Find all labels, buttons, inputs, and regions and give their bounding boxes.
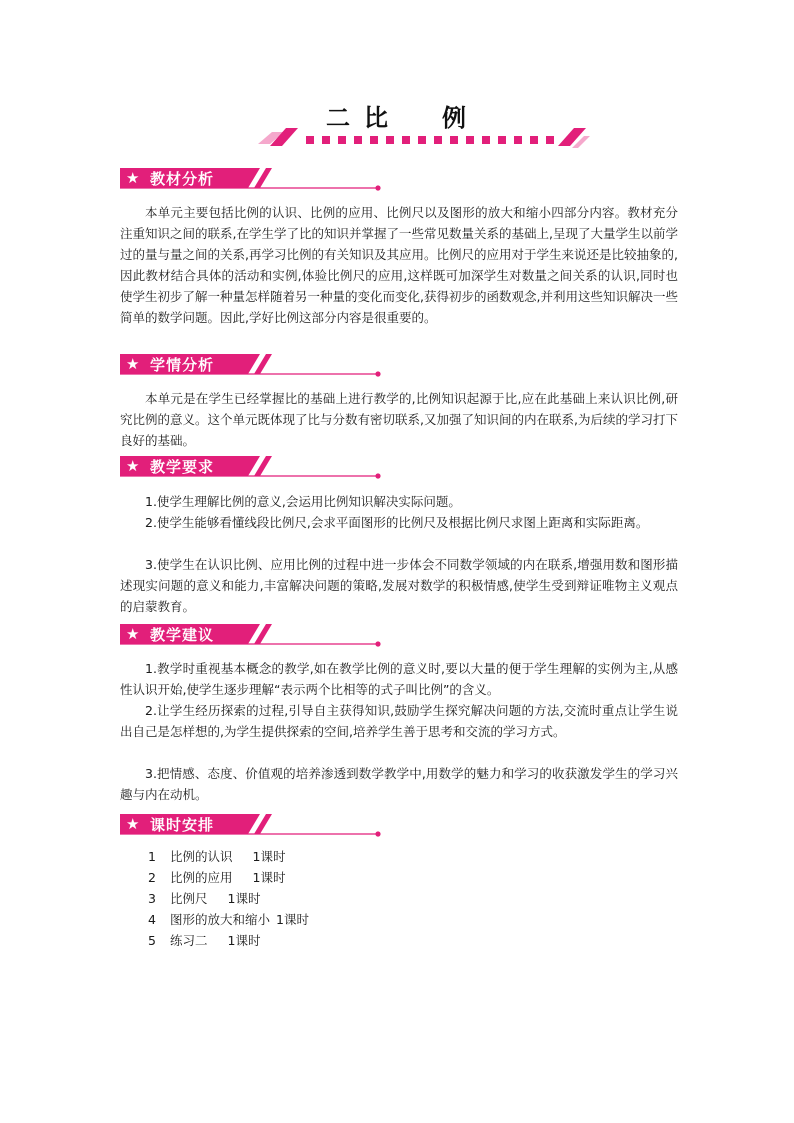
section-title: 教学建议 xyxy=(150,626,215,644)
list-item: 4 图形的放大和缩小 1课时 xyxy=(148,912,309,927)
section-header-keshi xyxy=(120,814,382,838)
title-decoration xyxy=(258,124,590,152)
section-header-jianyi xyxy=(120,624,382,648)
list-item: 5 练习二 1课时 xyxy=(148,933,261,948)
section-header-xueqing xyxy=(120,354,382,378)
section-title: 教学要求 xyxy=(150,458,215,476)
list-item: 3 比例尺 1课时 xyxy=(148,891,261,906)
title-char-3: 例 xyxy=(442,104,468,132)
star-icon: ★ xyxy=(126,355,140,373)
title-char-2: 比 xyxy=(364,104,390,132)
paragraph-yaoqiu-2: 2.使学生能够看懂线段比例尺,会求平面图形的比例尺及根据比例尺求图上距离和实际距离。 xyxy=(145,515,649,530)
list-item: 1 比例的认识 1课时 xyxy=(148,849,286,864)
section-header-jiaocai xyxy=(120,168,382,192)
star-icon: ★ xyxy=(126,169,140,187)
paragraph-jianyi-1: 1.教学时重视基本概念的教学,如在教学比例的意义时,要以大量的便于学生理解的实例为主,从感性认识开始,使学生逐步理解“表示两个比相等的式子叫比例”的含义。 xyxy=(120,661,678,697)
star-icon: ★ xyxy=(126,457,140,475)
section-title: 教材分析 xyxy=(150,170,215,188)
paragraph-jianyi-3: 3.把情感、态度、价值观的培养渗透到数学教学中,用数学的魅力和学习的收获激发学生的学习兴趣与内在动机。 xyxy=(120,766,678,802)
paragraph-jiaocai: 本单元主要包括比例的认识、比例的应用、比例尺以及图形的放大和缩小四部分内容。教材充分注重知识之间的联系,在学生学了比的知识并掌握了一些常见数量关系的基础上,呈现了大量学生以前学过的量与量之间的关系,再学习比例的有关知识及其应用。比例尺的应用对于学生来说还是比较抽象的,因此教材结合具体的活动和实例,体验比例尺的应用,这样既可加深学生对数量之间关系的认识,同时也使学生初步了解一种量怎样随着另一种量的变化而变化,获得初步的函数观念,并利用这些知识解决一些简单的数学问题。因此,学好比例这部分内容是很重要的。 xyxy=(120,205,678,325)
section-title: 课时安排 xyxy=(150,816,215,834)
section-header-yaoqiu xyxy=(120,456,382,480)
paragraph-yaoqiu-1: 1.使学生理解比例的意义,会运用比例知识解决实际问题。 xyxy=(145,494,461,509)
star-icon: ★ xyxy=(126,815,140,833)
section-title: 学情分析 xyxy=(150,356,215,374)
schedule-list xyxy=(148,846,309,951)
paragraph-xueqing: 本单元是在学生已经掌握比的基础上进行教学的,比例知识起源于比,应在此基础上来认识比例,研究比例的意义。这个单元既体现了比与分数有密切联系,又加强了知识间的内在联系,为后续的学习打下良好的基础。 xyxy=(120,391,678,448)
star-icon: ★ xyxy=(126,625,140,643)
paragraph-yaoqiu-3: 3.使学生在认识比例、应用比例的过程中进一步体会不同数学领域的内在联系,增强用数和图形描述现实问题的意义和能力,丰富解决问题的策略,发展对数学的积极情感,使学生受到辩证唯物主义观点的启蒙教育。 xyxy=(120,557,678,614)
list-item: 2 比例的应用 1课时 xyxy=(148,870,286,885)
title-char-1: 二 xyxy=(326,104,352,132)
paragraph-jianyi-2: 2.让学生经历探索的过程,引导自主获得知识,鼓励学生探究解决问题的方法,交流时重点让学生说出自己是怎样想的,为学生提供探索的空间,培养学生善于思考和交流的学习方式。 xyxy=(120,703,678,739)
